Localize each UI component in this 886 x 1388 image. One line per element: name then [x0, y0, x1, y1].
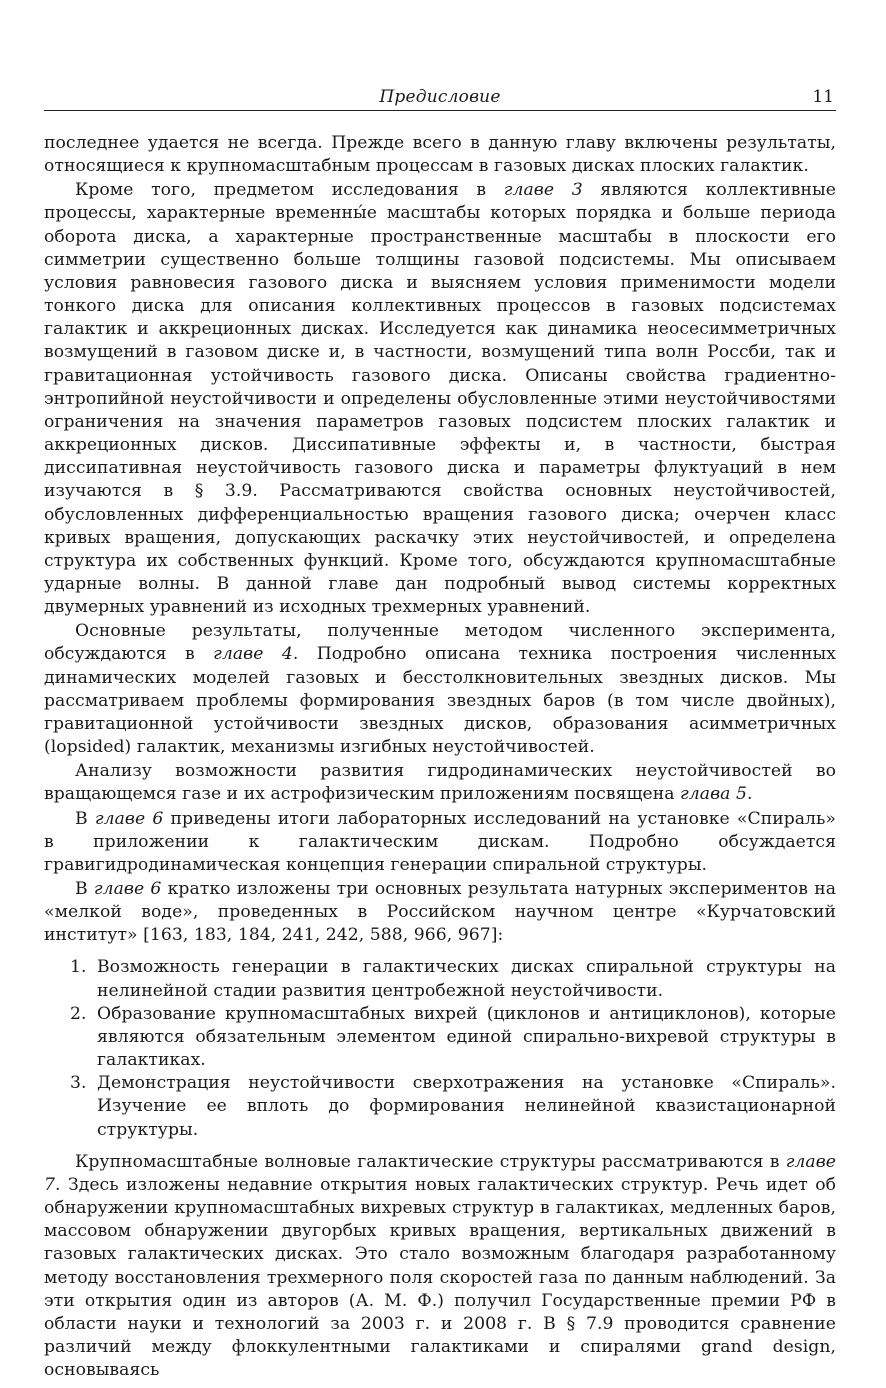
- text-run: кратко изложены три основных результата натурных экспериментов на «мелкой воде», проведенных в Российском научном центре «Курчатовский институт» [163, 183, 184, 241, 242, 588, 966, 967]:: [44, 879, 836, 946]
- list-number: 2.: [70, 1003, 87, 1024]
- chapter-reference: главе 6: [93, 879, 162, 899]
- chapter-reference: главе 4: [213, 644, 293, 665]
- text-run: В: [75, 879, 94, 899]
- text-run: . Здесь изложены недавние открытия новых галактических структур. Речь идет об обнаружении крупномасштабных вихревых структур в галактиках, медленных баров, массовом обнаружении двугорбых кривых вращения, вертикальных движений в газовых галактических дисках. Это стало возможным благодаря разработанному методу восстановления трехмерного поля скоростей газа по данным наблюдений. За эти открытия один из авторов (А. М. Ф.) получил Государственные премии РФ в области науки и технологий за 2003 г. и 2008 г. В § 7.9 проводится сравнение различий между флоккулентными галактиками и спиралями grand design, основываясь: [44, 1174, 836, 1381]
- text-run: приведены итоги лабораторных исследований на установке «Спираль» в приложении к галактическим дискам. Подробно обсуждается гравигидродинамическая концепция генерации спиральной структуры.: [44, 808, 836, 875]
- paragraph-chapter-3: [44, 179, 836, 619]
- list-item: [44, 1003, 836, 1072]
- text-run: . Подробно описана техника построения численных динамических моделей газовых и бесстолкновительных звездных дисков. Мы рассматриваем проблемы формирования звездных баров (в том числе двойных), гравитационной устойчивости звездных дисков, образования асимметричных (lopsided) галактик, механизмы изгибных неустойчивостей.: [44, 644, 836, 758]
- list-item: [44, 1072, 836, 1141]
- list-item: [44, 956, 836, 1002]
- numbered-list: [44, 956, 836, 1141]
- paragraph-chapter-6b: [44, 878, 836, 947]
- body-text: [44, 132, 836, 1382]
- text-run: В: [75, 808, 95, 829]
- text-run: Анализу возможности развития гидродинамических неустойчивостей во вращающемся газе и их астрофизическим приложениям посвящена: [44, 761, 836, 805]
- running-header: [44, 86, 836, 111]
- text-run: Кроме того, предметом исследования в: [75, 180, 504, 201]
- paragraph-chapter-6a: [44, 808, 836, 877]
- text-run: являются коллективные процессы, характерные временны́е масштабы которых порядка и больше периода оборота диска, а характерные пространственные масштабы в плоскости его симметрии существенно больше толщины газовой подсистемы. Мы описываем условия равновесия газового диска и выясняем условия применимости модели тонкого диска для описания коллективных процессов в газовых подсистемах галактик и аккреционных дисках. Исследуется как динамика неосесимметричных возмущений в газовом диске и, в частности, возмущений типа волн Россби, так и гравитационная устойчивость газового диска. Описаны свойства градиентно-энтропийной неустойчивости и определены обусловленные этими неустойчивостями ограничения на значения параметров газовых подсистем плоских галактик и аккреционных дисков. Диссипативные эффекты и, в частности, быстрая диссипативная неустойчивость газового диска и параметры флуктуаций в нем изучаются в § 3.9. Рассматриваются свойства основных неустойчивостей, обусловленных дифференциальностью вращения газового диска; очерчен класс кривых вращения, допускающих раскачку этих неустойчивостей, и определена структура их собственных функций. Кроме того, обсуждаются крупномасштабные ударные волны. В данной главе дан подробный вывод системы корректных двумерных уравнений из исходных трехмерных уравнений.: [44, 180, 836, 618]
- list-text: Образование крупномасштабных вихрей (циклонов и антициклонов), которые являются обязательным элементом единой спирально-вихревой структуры в галактиках.: [97, 1003, 836, 1071]
- chapter-reference: главе 7: [44, 1151, 836, 1195]
- list-number: 3.: [70, 1073, 87, 1094]
- page-number: 11: [812, 87, 834, 107]
- paragraph-chapter-5: [44, 760, 836, 806]
- list-number: 1.: [70, 957, 87, 978]
- paragraph-continued: [44, 132, 836, 178]
- chapter-reference: главе 6: [94, 808, 164, 829]
- text-run: Основные результаты, полученные методом численного эксперимента, обсуждаются в: [44, 621, 836, 665]
- text-run: .: [746, 784, 753, 805]
- text-run: Крупномасштабные волновые галактические структуры рассматриваются в: [75, 1151, 786, 1172]
- list-text: Демонстрация неустойчивости сверхотражения на установке «Спираль». Изучение ее вплоть до формирования нелинейной квазистационарной структуры.: [97, 1073, 836, 1140]
- chapter-reference: главе 3: [503, 180, 583, 201]
- text-run: последнее удается не всегда. Прежде всего в данную главу включены результаты, относящиеся к крупномасштабным процессам в газовых дисках плоских галактик.: [44, 133, 836, 177]
- running-title: Предисловие: [379, 87, 501, 107]
- paragraph-chapter-4: [44, 620, 836, 759]
- paragraph-chapter-7: [44, 1151, 836, 1383]
- list-text: Возможность генерации в галактических дисках спиральной структуры на нелинейной стадии развития центробежной неустойчивости.: [97, 957, 836, 1001]
- chapter-reference: глава 5: [680, 784, 747, 805]
